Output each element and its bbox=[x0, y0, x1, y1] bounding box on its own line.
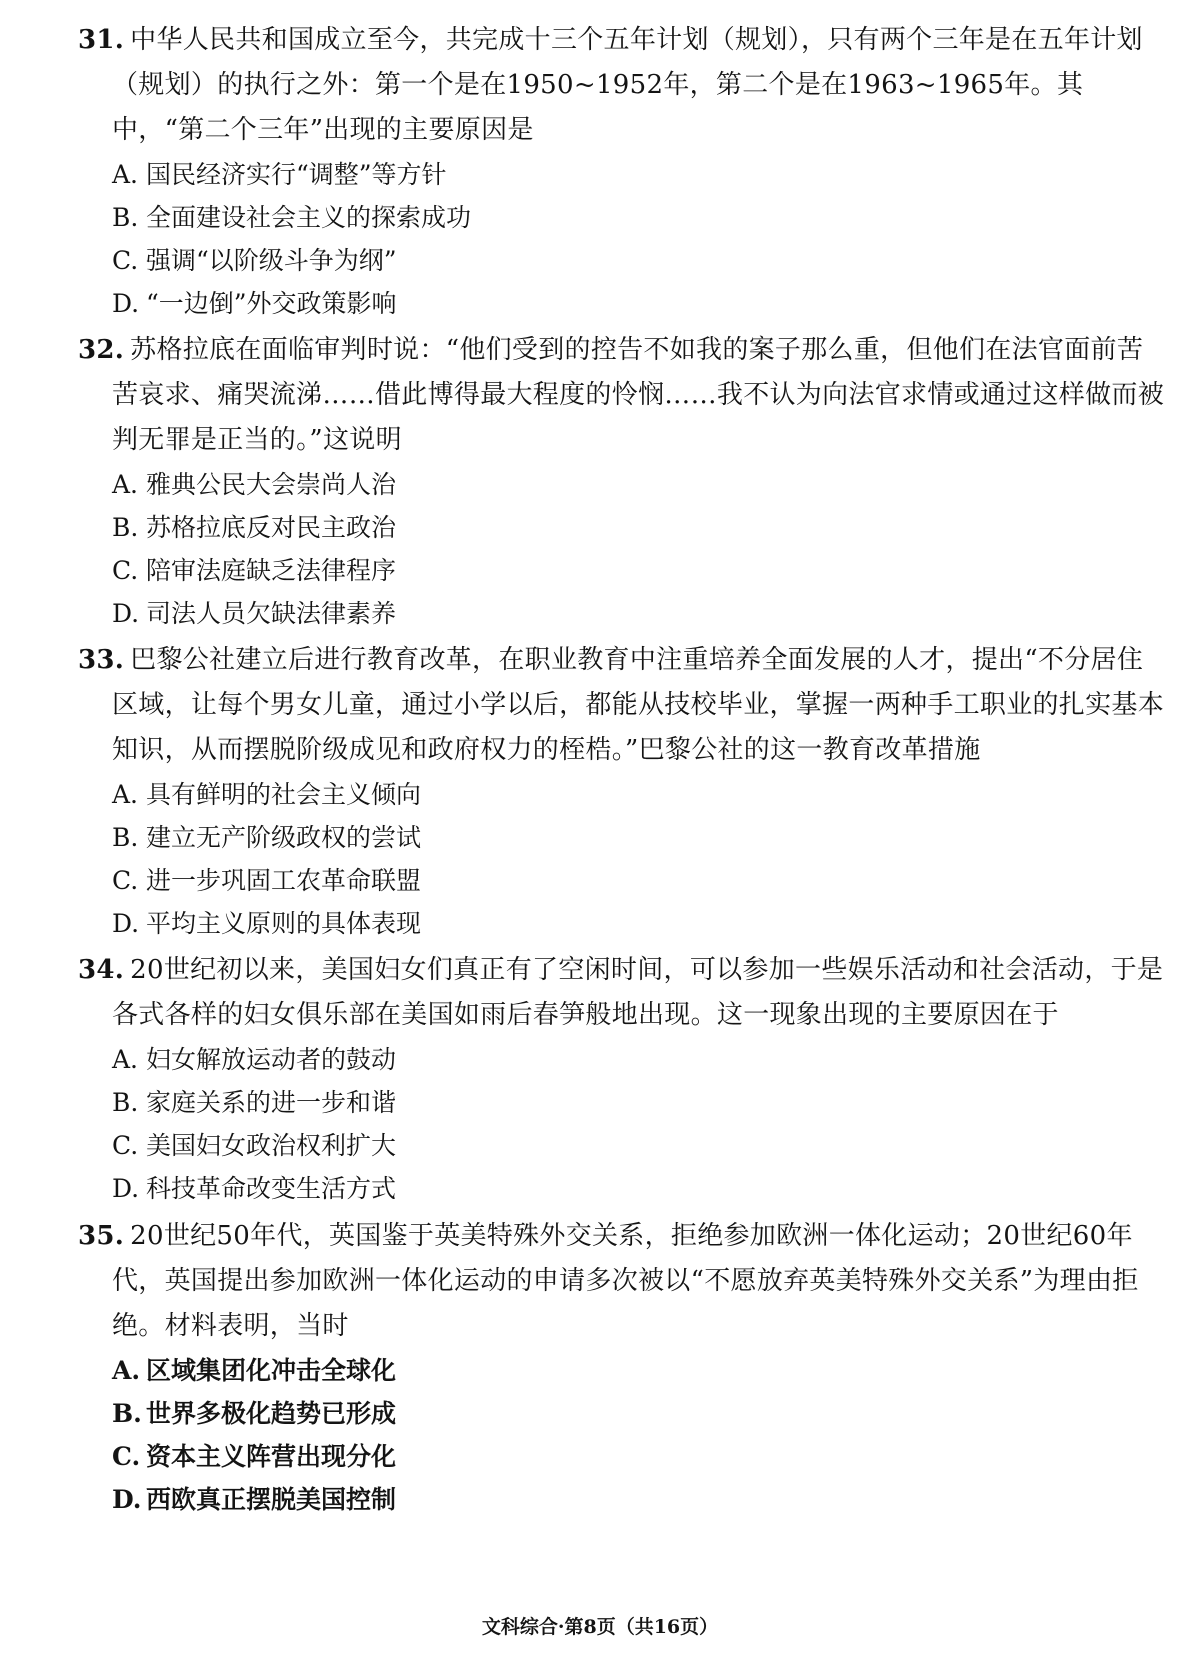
option-c: C. 进一步巩固工农革命联盟 bbox=[112, 866, 422, 895]
option-a: A. 具有鲜明的社会主义倾向 bbox=[112, 780, 422, 809]
option-a: A. 区域集团化冲击全球化 bbox=[112, 1356, 397, 1385]
option-list bbox=[78, 773, 1168, 945]
option-b: B. 家庭关系的进一步和谐 bbox=[112, 1088, 397, 1117]
option-c: C. 强调“以阶级斗争为纲” bbox=[112, 246, 397, 275]
option-a: A. 国民经济实行“调整”等方针 bbox=[112, 160, 447, 189]
question-stem bbox=[78, 948, 1168, 1038]
option-d: D. “一边倒”外交政策影响 bbox=[112, 289, 397, 318]
option-b: B. 建立无产阶级政权的尝试 bbox=[112, 823, 422, 852]
question-number: 33. bbox=[78, 645, 125, 675]
question-stem bbox=[78, 1214, 1168, 1349]
option-b: B. 全面建设社会主义的探索成功 bbox=[112, 203, 472, 232]
question-stem bbox=[78, 328, 1168, 463]
question-33 bbox=[78, 638, 1168, 945]
question-text: 巴黎公社建立后进行教育改革，在职业教育中注重培养全面发展的人才，提出“不分居住区域，让每个男女儿童，通过小学以后，都能从技校毕业，掌握一两种手工职业的扎实基本知识，从而摆脱阶级成见和政府权力的桎梏。”巴黎公社的这一教育改革措施 bbox=[112, 645, 1165, 765]
question-34 bbox=[78, 948, 1168, 1210]
option-a: A. 妇女解放运动者的鼓动 bbox=[112, 1045, 397, 1074]
question-stem bbox=[78, 18, 1168, 153]
question-stem bbox=[78, 638, 1168, 773]
option-b: B. 苏格拉底反对民主政治 bbox=[112, 513, 397, 542]
question-number: 32. bbox=[78, 335, 125, 365]
option-d: D. 司法人员欠缺法律素养 bbox=[112, 599, 397, 628]
option-c: C. 资本主义阵营出现分化 bbox=[112, 1442, 397, 1471]
option-c: C. 陪审法庭缺乏法律程序 bbox=[112, 556, 397, 585]
option-b: B. 世界多极化趋势已形成 bbox=[112, 1399, 397, 1428]
option-list bbox=[78, 463, 1168, 635]
question-text: 中华人民共和国成立至今，共完成十三个五年计划（规划），只有两个三年是在五年计划（规划）的执行之外：第一个是在1950~1952年，第二个是在1963~1965年。其中，“第二个三年”出现的主要原因是 bbox=[112, 25, 1143, 145]
option-c: C. 美国妇女政治权利扩大 bbox=[112, 1131, 397, 1160]
option-list bbox=[78, 1349, 1168, 1521]
question-number: 34. bbox=[78, 955, 125, 985]
option-list bbox=[78, 153, 1168, 325]
question-31 bbox=[78, 18, 1168, 325]
page-footer: 文科综合·第8页（共16页） bbox=[481, 1616, 719, 1638]
question-32 bbox=[78, 328, 1168, 635]
option-d: D. 科技革命改变生活方式 bbox=[112, 1174, 397, 1203]
question-text: 苏格拉底在面临审判时说：“他们受到的控告不如我的案子那么重，但他们在法官面前苦苦哀求、痛哭流涕……借此博得最大程度的怜悯……我不认为向法官求情或通过这样做而被判无罪是正当的。”这说明 bbox=[112, 335, 1165, 455]
option-list bbox=[78, 1038, 1168, 1210]
question-text: 20世纪初以来，美国妇女们真正有了空闲时间，可以参加一些娱乐活动和社会活动，于是各式各样的妇女俱乐部在美国如雨后春笋般地出现。这一现象出现的主要原因在于 bbox=[112, 955, 1164, 1030]
question-number: 31. bbox=[78, 25, 125, 55]
option-a: A. 雅典公民大会崇尚人治 bbox=[112, 470, 397, 499]
question-text: 20世纪50年代，英国鉴于英美特殊外交关系，拒绝参加欧洲一体化运动；20世纪60年代，英国提出参加欧洲一体化运动的申请多次被以“不愿放弃英美特殊外交关系”为理由拒绝。材料表明，当时 bbox=[112, 1221, 1139, 1341]
question-number: 35. bbox=[78, 1221, 125, 1251]
option-d: D. 平均主义原则的具体表现 bbox=[112, 909, 422, 938]
question-35 bbox=[78, 1214, 1168, 1521]
option-d: D. 西欧真正摆脱美国控制 bbox=[112, 1485, 397, 1514]
